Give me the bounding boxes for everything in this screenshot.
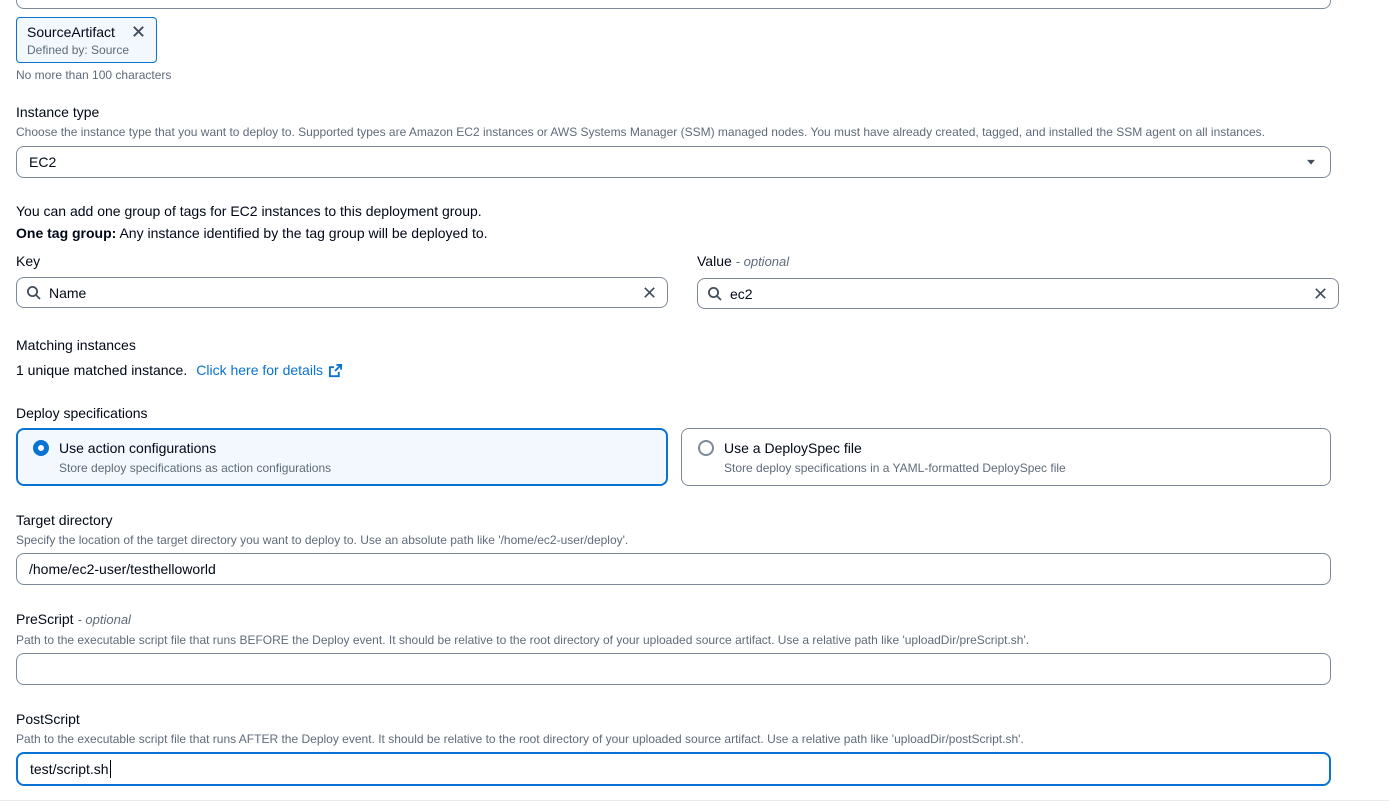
close-icon [131,24,146,39]
tile-title: Use a DeploySpec file [724,440,862,456]
tile-description: Store deploy specifications in a YAML-formatted DeploySpec file [724,461,1066,475]
prescript-optional-text: - optional [77,612,131,627]
tag-value-clear-button[interactable] [1311,284,1330,303]
caret-down-icon [1304,155,1318,169]
radio-unselected-icon[interactable] [698,440,714,456]
prescript-description: Path to the executable script file that runs BEFORE the Deploy event. It should be relative to the root directory of your uploaded source artifact. Use a relative path like 'uploadDir/preScript.sh'. [16,633,1030,647]
tag-key-input[interactable] [49,285,640,301]
tag-value-field [697,278,1339,309]
instance-type-description: Choose the instance type that you want to deploy to. Supported types are Amazon EC2 instances or AWS Systems Manager (SSM) managed nodes. You must have already created, tagged, and installed the SSM agent on all instances. [16,125,1265,139]
external-link-icon [328,363,343,378]
postscript-label: PostScript [16,711,80,727]
chip-dismiss-button[interactable] [129,22,148,41]
search-icon [707,286,723,302]
tile-title: Use action configurations [59,440,217,456]
target-directory-label: Target directory [16,512,113,528]
text-cursor [110,760,111,778]
deploy-specifications-label: Deploy specifications [16,405,148,421]
instance-type-label: Instance type [16,104,100,120]
tag-value-optional-text: - optional [735,254,790,269]
chip-label: SourceArtifact [27,23,115,40]
radio-selected-icon[interactable] [33,440,49,456]
tag-key-label: Key [16,253,41,269]
details-link[interactable] [196,362,343,378]
chip-defined-by: Defined by: Source [27,43,130,57]
matched-instances-text: 1 unique matched instance. [16,362,188,378]
postscript-description: Path to the executable script file that runs AFTER the Deploy event. It should be relative to the root directory of your uploaded source artifact. Use a relative path like 'uploadDir/postScript.sh'. [16,732,1024,746]
target-directory-description: Specify the location of the target directory you want to deploy to. Use an absolute path like '/home/ec2-user/deploy'. [16,533,629,547]
tag-group-info-line1: You can add one group of tags for EC2 instances to this deployment group. [16,203,482,219]
constraint-text: No more than 100 characters [16,68,172,82]
prescript-label-text: PreScript [16,611,74,627]
tag-key-clear-button[interactable] [640,283,659,302]
tag-value-input[interactable] [730,286,1311,302]
search-icon [26,285,42,301]
tag-key-field [16,277,668,308]
x-clear-icon [1313,286,1328,301]
matching-instances-label: Matching instances [16,337,136,353]
tag-value-label [697,251,1339,272]
radio-tile-deployspec-file[interactable] [681,428,1331,486]
prescript-input[interactable] [16,653,1331,685]
x-clear-icon [642,285,657,300]
artifact-name-input-partial[interactable] [16,0,1331,9]
postscript-input[interactable] [16,752,1331,786]
tag-group-info-line2 [16,222,1331,244]
target-directory-input[interactable] [16,553,1331,585]
form-content [16,0,1331,801]
tag-group-info-line2-bold: One tag group: [16,225,117,241]
tag-group-info [16,200,1331,244]
instance-type-selected-value: EC2 [29,154,57,170]
tag-group-info-line2-rest: Any instance identified by the tag group will be deployed to. [116,225,488,241]
postscript-input-value: test/script.sh [30,761,109,777]
prescript-label [16,609,1331,630]
source-artifact-chip [16,17,157,63]
tile-description: Store deploy specifications as action configurations [59,461,332,475]
tag-value-label-text: Value [697,253,732,269]
details-link-text: Click here for details [196,362,324,378]
radio-tile-action-configurations[interactable] [16,428,668,486]
instance-type-select[interactable] [16,146,1331,178]
